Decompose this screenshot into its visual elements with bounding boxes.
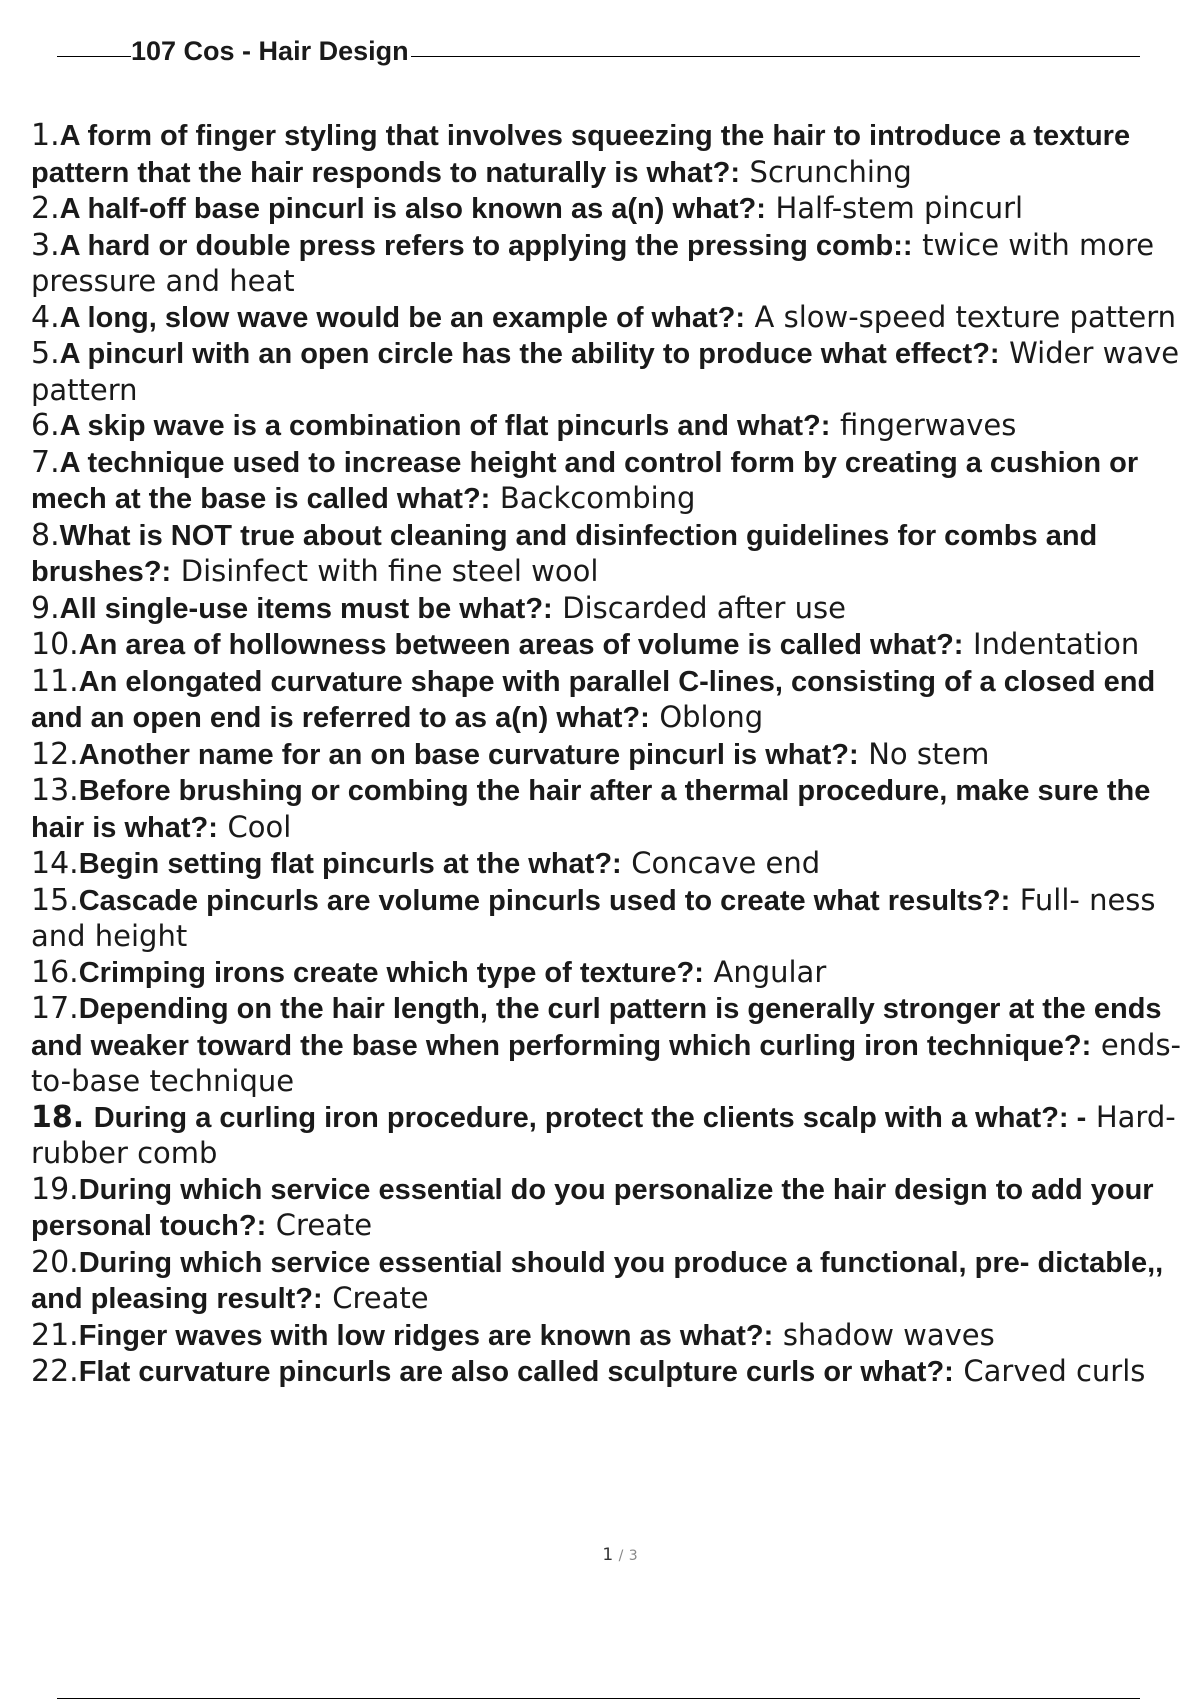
- answer-text: shadow waves: [782, 1317, 995, 1352]
- item-number: 9.: [31, 590, 60, 626]
- document-title: 107 Cos - Hair Design: [131, 36, 409, 66]
- question-text: A half-off base pincurl is also known as a(n) what?:: [59, 193, 766, 225]
- answer-text: Cool: [227, 809, 292, 844]
- item-number: 15.: [31, 882, 79, 918]
- item-number: 20.: [31, 1244, 79, 1280]
- item-number: 4.: [31, 299, 60, 335]
- answer-text: Scrunching: [749, 154, 912, 189]
- item-number: 10.: [31, 627, 79, 662]
- item-number: 5.: [31, 336, 60, 371]
- list-item: [31, 664, 1196, 737]
- item-number: 18.: [31, 1099, 85, 1135]
- question-text: Finger waves with low ridges are known as what?:: [78, 1319, 774, 1352]
- question-text: Cascade pincurls are volume pincurls used to create what results?:: [78, 884, 1011, 917]
- item-number: 6.: [31, 408, 60, 443]
- question-text: Flat curvature pincurls are also called sculpture curls or what?:: [78, 1356, 954, 1388]
- question-text: Crimping irons create which type of texture?:: [78, 956, 704, 989]
- question-text: An elongated curvature shape with parallel C-lines, consisting of a closed end and an open end is referred to as a(n) what?:: [31, 665, 1156, 734]
- page-total: 3: [628, 1548, 638, 1564]
- question-text: During which service essential do you personalize the hair design to add your personal touch?:: [31, 1173, 1154, 1242]
- question-text: A hard or double press refers to applying the pressing comb::: [59, 229, 913, 262]
- list-item: [31, 773, 1196, 846]
- list-item: [31, 991, 1196, 1100]
- question-text: A pincurl with an open circle has the ability to produce what effect?:: [59, 338, 1000, 370]
- list-item: [31, 445, 1196, 518]
- question-text: What is NOT true about cleaning and disinfection guidelines for combs and brushes?:: [31, 519, 1098, 588]
- item-number: 17.: [31, 991, 79, 1026]
- answer-text: Oblong: [659, 700, 764, 734]
- page-current: 1: [602, 1545, 614, 1565]
- item-number: 14.: [31, 846, 79, 881]
- list-item: [31, 955, 1196, 992]
- answer-text: Create: [275, 1208, 373, 1242]
- item-number: 2.: [31, 191, 60, 226]
- item-number: 3.: [31, 227, 60, 263]
- item-number: 12.: [31, 736, 79, 772]
- answer-text: Carved curls: [963, 1354, 1146, 1388]
- answer-text: Create: [332, 1281, 429, 1315]
- answer-text: No stem: [868, 736, 990, 771]
- item-number: 19.: [31, 1171, 79, 1207]
- question-text: Depending on the hair length, the curl pattern is generally stronger at the ends and weaker toward the base when performing which curling iron technique?:: [31, 993, 1162, 1062]
- question-text: Begin setting flat pincurls at the what?:: [78, 848, 622, 880]
- answer-text: ends-to-base technique: [31, 1027, 1182, 1098]
- answer-text: Angular: [713, 954, 827, 989]
- question-text: An area of hollowness between areas of volume is called what?:: [78, 629, 964, 661]
- answer-text: twice with more pressure and heat: [31, 227, 1155, 298]
- question-text: A long, slow wave would be an example of what?:: [59, 301, 745, 334]
- list-item: [31, 1354, 1196, 1391]
- list-item: [31, 627, 1196, 664]
- list-item: [31, 1318, 1196, 1355]
- item-number: 7.: [31, 444, 60, 480]
- item-number: 1.: [31, 118, 60, 153]
- question-text: A technique used to increase height and control form by creating a cushion or mech at the base is called what?:: [31, 446, 1139, 515]
- answer-text: Backcombing: [499, 481, 696, 515]
- list-item: [31, 518, 1196, 591]
- answer-text: Wider wave pattern: [31, 336, 1180, 407]
- list-item: [31, 118, 1196, 191]
- list-item: [31, 1100, 1196, 1172]
- question-text: Another name for an on base curvature pincurl is what?:: [78, 738, 859, 771]
- page-indicator: [0, 1545, 1200, 1565]
- question-text: Before brushing or combing the hair after a thermal procedure, make sure the hair is what?:: [31, 775, 1151, 844]
- footer-rule: [57, 1698, 1140, 1699]
- answer-text: Hard-rubber comb: [31, 1099, 1176, 1170]
- answer-text: Discarded after use: [562, 590, 846, 625]
- question-text: During which service essential should you produce a functional, pre- dictable,, and pleasing result?:: [31, 1246, 1164, 1315]
- question-text: During a curling iron procedure, protect the clients scalp with a what?: -: [93, 1101, 1087, 1134]
- answer-text: fingerwaves: [839, 408, 1017, 442]
- item-number: 11.: [31, 663, 79, 699]
- item-number: 13.: [31, 773, 79, 808]
- item-number: 16.: [31, 954, 79, 990]
- answer-text: A slow-speed texture pattern: [754, 299, 1177, 334]
- list-item: [31, 191, 1196, 228]
- list-item: [31, 737, 1196, 774]
- list-item: [31, 300, 1196, 337]
- question-text: A skip wave is a combination of flat pincurls and what?:: [59, 410, 831, 442]
- page-separator: /: [618, 1548, 624, 1564]
- list-item: [31, 336, 1196, 408]
- answer-text: Disinfect with fine steel wool: [180, 554, 599, 588]
- question-text: All single-use items must be what?:: [59, 592, 553, 625]
- list-item: [31, 883, 1196, 955]
- list-item: [31, 1245, 1196, 1318]
- question-answer-list: [31, 118, 1196, 1391]
- item-number: 22.: [31, 1354, 79, 1389]
- list-item: [31, 228, 1196, 300]
- item-number: 8.: [31, 517, 60, 553]
- list-item: [31, 1172, 1196, 1245]
- list-item: [31, 591, 1196, 628]
- question-text: A form of finger styling that involves squeezing the hair to introduce a texture pattern that the hair responds to naturally is what?:: [31, 120, 1131, 189]
- answer-text: Concave end: [631, 846, 821, 880]
- list-item: [31, 846, 1196, 883]
- list-item: [31, 408, 1196, 445]
- item-number: 21.: [31, 1317, 79, 1353]
- answer-text: Indentation: [973, 627, 1140, 661]
- answer-text: Full- ness and height: [31, 882, 1156, 953]
- answer-text: Half-stem pincurl: [775, 191, 1024, 225]
